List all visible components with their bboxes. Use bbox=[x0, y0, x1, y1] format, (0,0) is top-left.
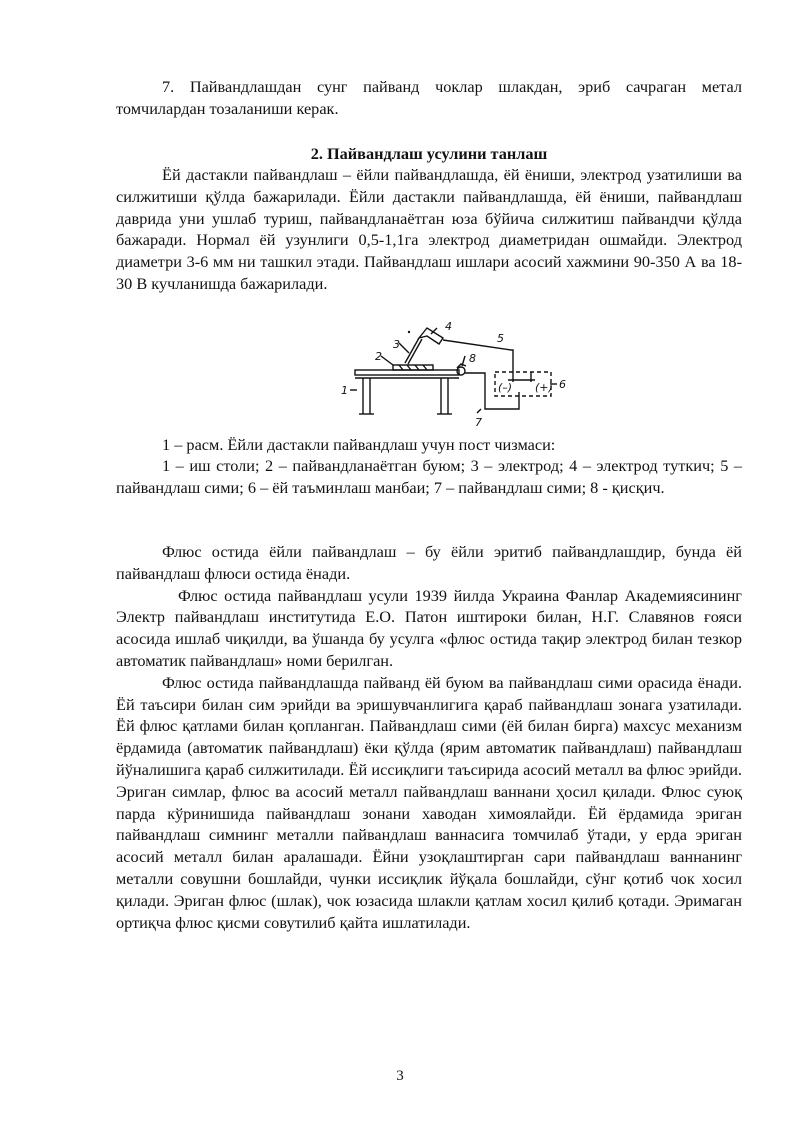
welding-post-schematic bbox=[335, 320, 585, 432]
label-6: 6 bbox=[559, 378, 566, 391]
label-2: 2 bbox=[375, 350, 382, 363]
welding-post-diagram bbox=[335, 320, 585, 432]
label-3: 3 bbox=[393, 338, 400, 351]
label-4: 4 bbox=[445, 320, 452, 333]
label-plus: (+) bbox=[535, 381, 553, 394]
label-5: 5 bbox=[497, 332, 504, 345]
label-minus: (–) bbox=[498, 381, 513, 394]
figure-legend-text: 1 – иш столи; 2 – пайвандланаётган буюм; 3 – электрод; 4 – электрод туткич; 5 – пайвандлаш сими; 6 – ёй таъминлаш манбаи; 7 – пайвандлаш сими; 8 - қисқич. bbox=[116, 456, 742, 497]
label-1: 1 bbox=[341, 384, 348, 397]
page-number: 3 bbox=[396, 1068, 404, 1084]
paragraph-flux-process: Флюс остида пайвандлашда пайванд ёй буюм ва пайвандлаш сими орасида ёнади. Ёй таъсири билан сим эрийди ва эришувчанлигига қараб пайвандлаш зонага узатилади. Ёй флюс қатлами билан қопланган. Пайвандлаш сими (ёй билан бирга) махсус механизм ёрдамида (автоматик пайвандлаш) ёки қўлда (ярим автоматик пайвандлаш) пайвандлаш йўналишига қараб силжитилади. Ёй иссиқлиги таъсирида асосий металл ва флюс эрийди. Эриган симлар, флюс ва асосий металл пайвандлаш ваннани ҳосил қилади. Флюс суюқ парда кўринишида пайвандлаш зонани хаводан химоялайди. Ёй ёрдамида эриган пайвандлаш симнинг металли пайвандлаш ваннасига томчилаб ўтади, у ерда эриган асосий металл билан аралашади. Ёйни узоқлаштирган сари пайвандлаш ваннанинг металли совушни бошлайди, чунки иссиқлик йўқала бошлайди, сўнг қотиб чок хосил қилади. Эриган флюс (шлак), чок юзасида шлакли қатлам хосил қилиб қотади. Эримаган ортиқча флюс қисми совутилиб қайта ишлатилади. bbox=[116, 672, 742, 932]
flux-welding-section bbox=[116, 541, 742, 933]
dot-mark bbox=[408, 331, 410, 333]
label-8: 8 bbox=[469, 352, 476, 365]
figure-legend bbox=[116, 455, 742, 499]
paragraph-item-7: 7. Пайвандлашдан сунг пайванд чоклар шлакдан, эриб сачраган метал томчилардан тозаланиши керак. bbox=[116, 77, 742, 118]
label-7: 7 bbox=[475, 416, 482, 429]
section-body bbox=[116, 164, 742, 295]
figure-caption: 1 – расм. Ёйли дастакли пайвандлаш учун пост чизмаси: bbox=[162, 435, 556, 454]
paragraph-flux-history: Флюс остида пайвандлаш усули 1939 йилда Украина Фанлар Академиясининг Электр пайвандлаш институтида Е.О. Патон иштироки билан, Н.Г. Славянов ғояси асосида ишлаб чиқилди, ва ўшанда бу усулга «флюс остида тақир электрод билан тезкор автоматик пайвандлаш» номи берилган. bbox=[116, 585, 742, 670]
paragraph-flux-definition: Флюс остида ёйли пайвандлаш – бу ёйли эритиб пайвандлашдир, бунда ёй пайвандлаш флюси остида ёнади. bbox=[116, 542, 742, 583]
section-heading: 2. Пайвандлаш усулини танлаш bbox=[310, 144, 548, 163]
paragraph-manual-arc-welding: Ёй дастакли пайвандлаш – ёйли пайвандлашда, ёй ёниши, электрод узатилиши ва силжитиши қўлда бажарилади. Ёйли дастакли пайвандлашда, ёй ёниши, пайвандлаш даврида уни ушлаб туриш, пайвандланаётган юза бўйича силжитиш пайвандчи қўлда бажаради. Нормал ёй узунлиги 0,5-1,1га электрод диаметридан ошмайди. Электрод диаметри 3-6 мм ни ташкил этади. Пайвандлаш ишлари асосий хажмини 90-350 А ва 18-30 В кучланишда бажарилади. bbox=[116, 165, 742, 293]
